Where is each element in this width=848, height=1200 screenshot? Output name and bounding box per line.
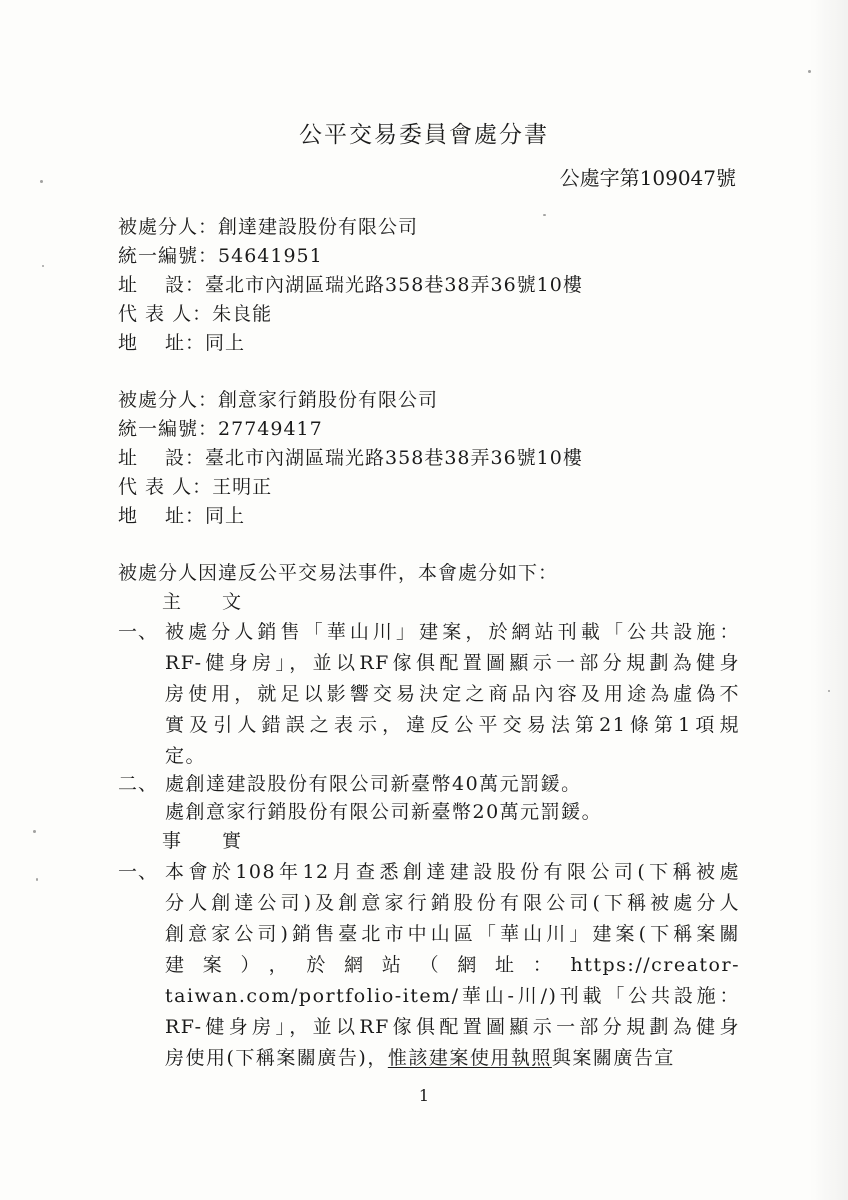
- facts-item1-line: 創意家公司)銷售臺北市中山區「華山川」建案(下稱案關: [165, 923, 740, 945]
- facts-item1-line: 分人創達公司)及創意家行銷股份有限公司(下稱被處分人: [165, 892, 740, 914]
- party1-rep-row: [118, 299, 272, 326]
- party2-addr: 臺北市內湖區瑞光路358巷38弄36號10樓: [205, 447, 583, 469]
- main-item1-line: 定。: [165, 745, 207, 767]
- underlined-text: 惟該建案使用執照: [387, 1047, 552, 1069]
- main-item2-line: 處創意家行銷股份有限公司新臺幣20萬元罰鍰。: [165, 801, 603, 823]
- facts-item1-number: 一、: [118, 861, 159, 883]
- party1-rep: 朱良能: [212, 303, 273, 325]
- party2-addr-row: [118, 443, 583, 470]
- party1-name-row: [118, 212, 418, 239]
- intro-statement: 被處分人因違反公平交易法事件，本會處分如下：: [118, 562, 559, 584]
- party1-addr: 臺北市內湖區瑞光路358巷38弄36號10樓: [205, 274, 583, 296]
- scan-edge-shadow: [810, 0, 848, 1200]
- party2-id-row: [118, 414, 323, 441]
- main-item2-number: 二、: [118, 773, 159, 795]
- scan-speck: [543, 214, 546, 216]
- scan-speck: [33, 830, 36, 833]
- facts-item1-line: 建案），於網站（網址：https://creator-: [165, 954, 740, 976]
- party2-loc-label: 地 址：: [118, 505, 206, 527]
- main-item1-line: 房使用，就足以影響交易決定之商品內容及用途為虛偽不: [165, 683, 740, 705]
- party1-addr-row: [118, 270, 583, 297]
- main-heading: 主 文: [162, 591, 243, 613]
- page-number: 1: [418, 1086, 430, 1105]
- party2-addr-label: 址 設：: [118, 447, 206, 469]
- document-number: 公處字第109047號: [559, 166, 736, 190]
- party2-rep: 王明正: [212, 476, 273, 498]
- facts-item1-line: 本會於108年12月查悉創達建設股份有限公司(下稱被處: [165, 861, 740, 883]
- party2-name: 創意家行銷股份有限公司: [218, 389, 439, 411]
- party1-name: 創達建設股份有限公司: [218, 216, 419, 238]
- party1-id: 54641951: [218, 245, 323, 267]
- scan-speck: [40, 180, 43, 183]
- main-item2-line: 處創達建設股份有限公司新臺幣40萬元罰鍰。: [165, 773, 582, 795]
- party2-name-label: 被處分人：: [118, 389, 219, 411]
- party2-rep-row: [118, 472, 272, 499]
- party2-loc: 同上: [205, 505, 246, 527]
- scan-speck: [828, 690, 830, 692]
- facts-item1-line: [165, 1043, 675, 1070]
- party1-rep-label: 代 表 人：: [118, 303, 213, 325]
- main-item1-line: 實及引人錯誤之表示，違反公平交易法第21條第1項規: [165, 714, 740, 736]
- facts-text-segment: 房使用(下稱案關廣告)，: [165, 1047, 388, 1069]
- facts-text-segment: 與案關廣告宣: [551, 1047, 675, 1069]
- facts-item1-line: taiwan.com/portfolio-item/華山-川/)刊載「公共設施：: [165, 985, 740, 1007]
- party1-id-label: 統一編號：: [118, 245, 219, 267]
- main-item1-line: 被處分人銷售「華山川」建案，於網站刊載「公共設施：: [165, 621, 740, 643]
- party2-id-label: 統一編號：: [118, 418, 219, 440]
- scan-speck: [42, 265, 44, 267]
- facts-heading: 事 實: [162, 830, 243, 852]
- scan-speck: [808, 70, 811, 73]
- party2-name-row: [118, 385, 438, 412]
- scan-speck: [36, 878, 38, 881]
- party2-id: 27749417: [218, 418, 323, 440]
- facts-item1-line: RF-健身房」，並以RF傢俱配置圖顯示一部分規劃為健身: [165, 1016, 740, 1038]
- party1-id-row: [118, 241, 323, 268]
- party1-loc-row: [118, 328, 245, 355]
- party1-addr-label: 址 設：: [118, 274, 206, 296]
- main-item1-line: RF-健身房」，並以RF傢俱配置圖顯示一部分規劃為健身: [165, 652, 740, 674]
- party1-name-label: 被處分人：: [118, 216, 219, 238]
- main-item1-number: 一、: [118, 621, 159, 643]
- document-title: 公平交易委員會處分書: [299, 122, 549, 148]
- party1-loc: 同上: [205, 332, 246, 354]
- party2-loc-row: [118, 501, 245, 528]
- party1-loc-label: 地 址：: [118, 332, 206, 354]
- party2-rep-label: 代 表 人：: [118, 476, 213, 498]
